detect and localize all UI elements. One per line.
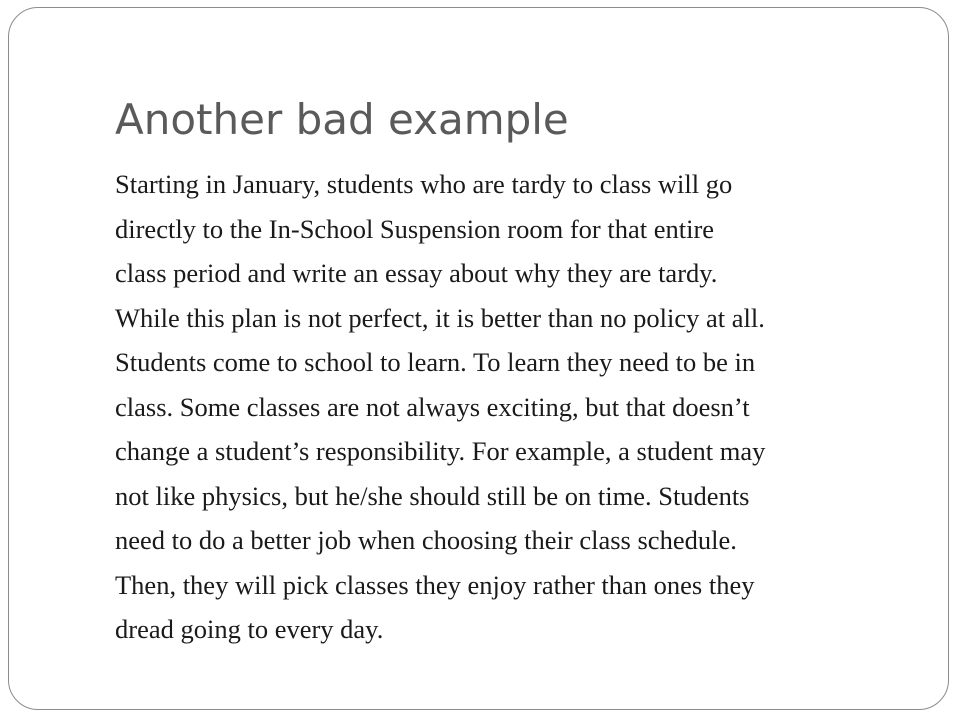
paragraph-opinion	[115, 296, 925, 341]
text-line: change a student’s responsibility. For example, a student may	[115, 436, 766, 466]
slide-frame	[8, 7, 949, 710]
text-line: Students come to school to learn. To learn they need to be in	[115, 347, 756, 377]
text-line: Starting in January, students who are tardy to class will go	[115, 169, 733, 199]
text-line: need to do a better job when choosing their class schedule.	[115, 525, 737, 555]
text-line: class. Some classes are not always exciting, but that doesn’t	[115, 391, 750, 422]
slide-title: Another bad example	[115, 95, 569, 144]
paragraph-reasoning	[115, 340, 925, 652]
paragraph-policy	[115, 162, 925, 296]
text-line: Then, they will pick classes they enjoy rather than ones they	[115, 569, 755, 600]
text-line: not like physics, but he/she should still be on time. Students	[115, 480, 750, 511]
slide-body	[115, 162, 925, 652]
text-line: dread going to every day.	[115, 614, 384, 644]
text-line: class period and write an essay about why they are tardy.	[115, 258, 718, 288]
text-line: While this plan is not perfect, it is better than no policy at all.	[115, 302, 765, 333]
text-line: directly to the In-School Suspension room for that entire	[115, 213, 715, 244]
